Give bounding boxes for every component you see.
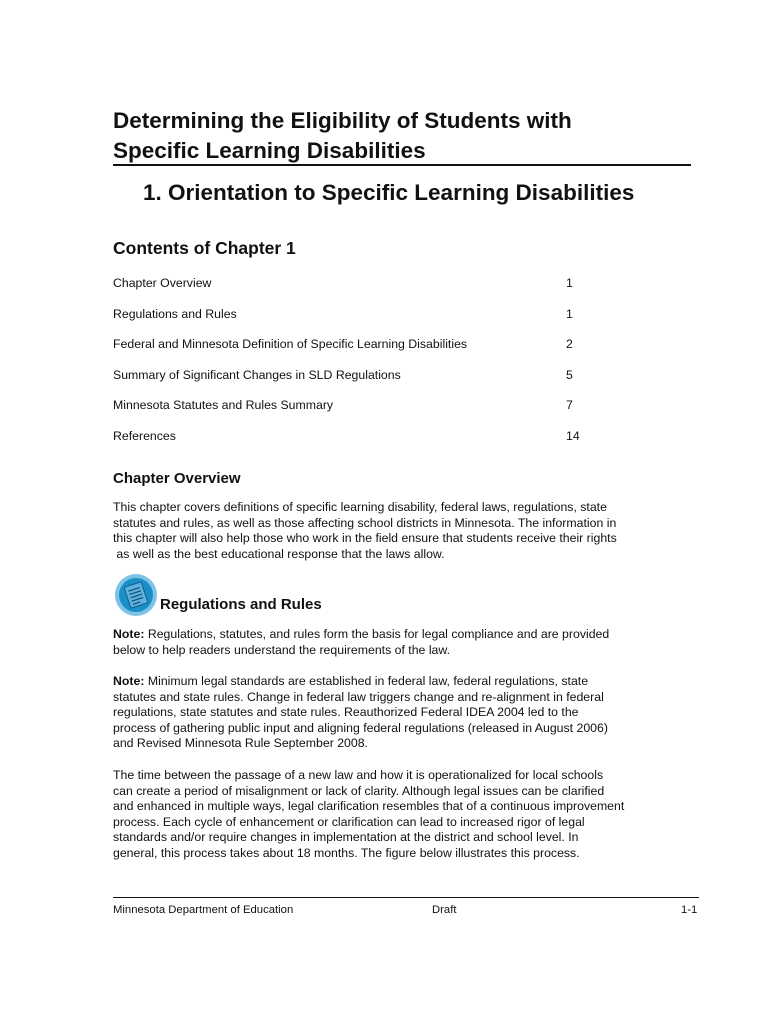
paragraph-line (113, 627, 698, 643)
chapter-overview-paragraph (113, 500, 698, 562)
toc-entry-label: Regulations and Rules (113, 306, 237, 321)
document-icon (114, 573, 158, 617)
paragraph-line: and Revised Minnesota Rule September 2008. (113, 736, 368, 751)
note-label: Note: (113, 674, 145, 688)
document-title (113, 106, 693, 166)
chapter-title: 1. Orientation to Specific Learning Disabilities (143, 180, 635, 205)
paragraph-line: The time between the passage of a new law and how it is operationalized for local schools (113, 768, 604, 782)
toc-entry-label: Chapter Overview (113, 276, 212, 290)
paragraph-line: general, this process takes about 18 months. The figure below illustrates this process. (113, 845, 580, 860)
footer-page-number: 1-1 (681, 904, 698, 916)
document-title-line-1: Determining the Eligibility of Students with (113, 108, 572, 133)
paragraph-line: This chapter covers definitions of specific learning disability, federal laws, regulations, state (113, 500, 607, 514)
toc-entry-page: 2 (566, 337, 573, 352)
toc-entry[interactable] (113, 367, 583, 398)
footer-organization: Minnesota Department of Education (113, 904, 294, 916)
paragraph-line: below to help readers understand the requirements of the law. (113, 642, 451, 657)
footer-divider (113, 897, 699, 898)
toc-entry-label: Summary of Significant Changes in SLD Regulations (113, 367, 401, 382)
paragraph-line (113, 674, 698, 690)
paragraph-line: as well as the best educational response that the laws allow. (113, 546, 445, 561)
note-text: Minimum legal standards are established in federal law, federal regulations, state (144, 674, 589, 688)
paragraph-line: process of gathering public input and aligning federal regulations (released in August 2006) (113, 720, 608, 735)
toc-entry-label: Federal and Minnesota Definition of Specific Learning Disabilities (113, 337, 468, 352)
table-of-contents (113, 275, 583, 459)
note-paragraph-1 (113, 627, 698, 658)
paragraph-line: statutes and state rules. Change in federal law triggers change and re-alignment in federal (113, 689, 604, 704)
toc-entry[interactable] (113, 336, 583, 367)
note-text: Regulations, statutes, and rules form the basis for legal compliance and are provided (144, 627, 610, 641)
paragraph-line: regulations, state statutes and state rules. Reauthorized Federal IDEA 2004 led to the (113, 705, 579, 720)
note-paragraph-2 (113, 674, 698, 752)
toc-entry-page: 1 (566, 276, 573, 290)
toc-entry-page: 7 (566, 398, 573, 413)
paragraph-line: can create a period of misalignment or lack of clarity. Although legal issues can be clarified (113, 783, 605, 798)
toc-entry-page: 14 (566, 428, 580, 443)
toc-entry-label: Minnesota Statutes and Rules Summary (113, 398, 334, 413)
toc-entry[interactable] (113, 306, 583, 337)
toc-entry-page: 1 (566, 306, 573, 321)
toc-entry[interactable] (113, 275, 583, 306)
note-label: Note: (113, 627, 145, 641)
document-title-line-2: Specific Learning Disabilities (113, 138, 426, 163)
process-paragraph (113, 768, 698, 862)
chapter-overview-heading: Chapter Overview (113, 470, 241, 487)
toc-entry[interactable] (113, 428, 583, 459)
toc-entry-page: 5 (566, 367, 573, 382)
footer-status: Draft (432, 904, 457, 916)
contents-heading: Contents of Chapter 1 (113, 238, 296, 258)
title-divider (113, 164, 691, 166)
paragraph-line: statutes and rules, as well as those affecting school districts in Minnesota. The information in (113, 515, 617, 530)
paragraph-line: process. Each cycle of enhancement or clarification can lead to increased rigor of legal (113, 814, 585, 829)
paragraph-line: this chapter will also help those who work in the field ensure that students receive their rights (113, 531, 617, 546)
paragraph-line: standards and/or require changes in implementation at the district and school level. In (113, 830, 579, 845)
toc-entry-label: References (113, 428, 176, 443)
regulations-heading: Regulations and Rules (160, 596, 322, 613)
toc-entry[interactable] (113, 397, 583, 428)
paragraph-line: and enhanced in multiple ways, legal clarification resembles that of a continuous improvement (113, 799, 625, 814)
